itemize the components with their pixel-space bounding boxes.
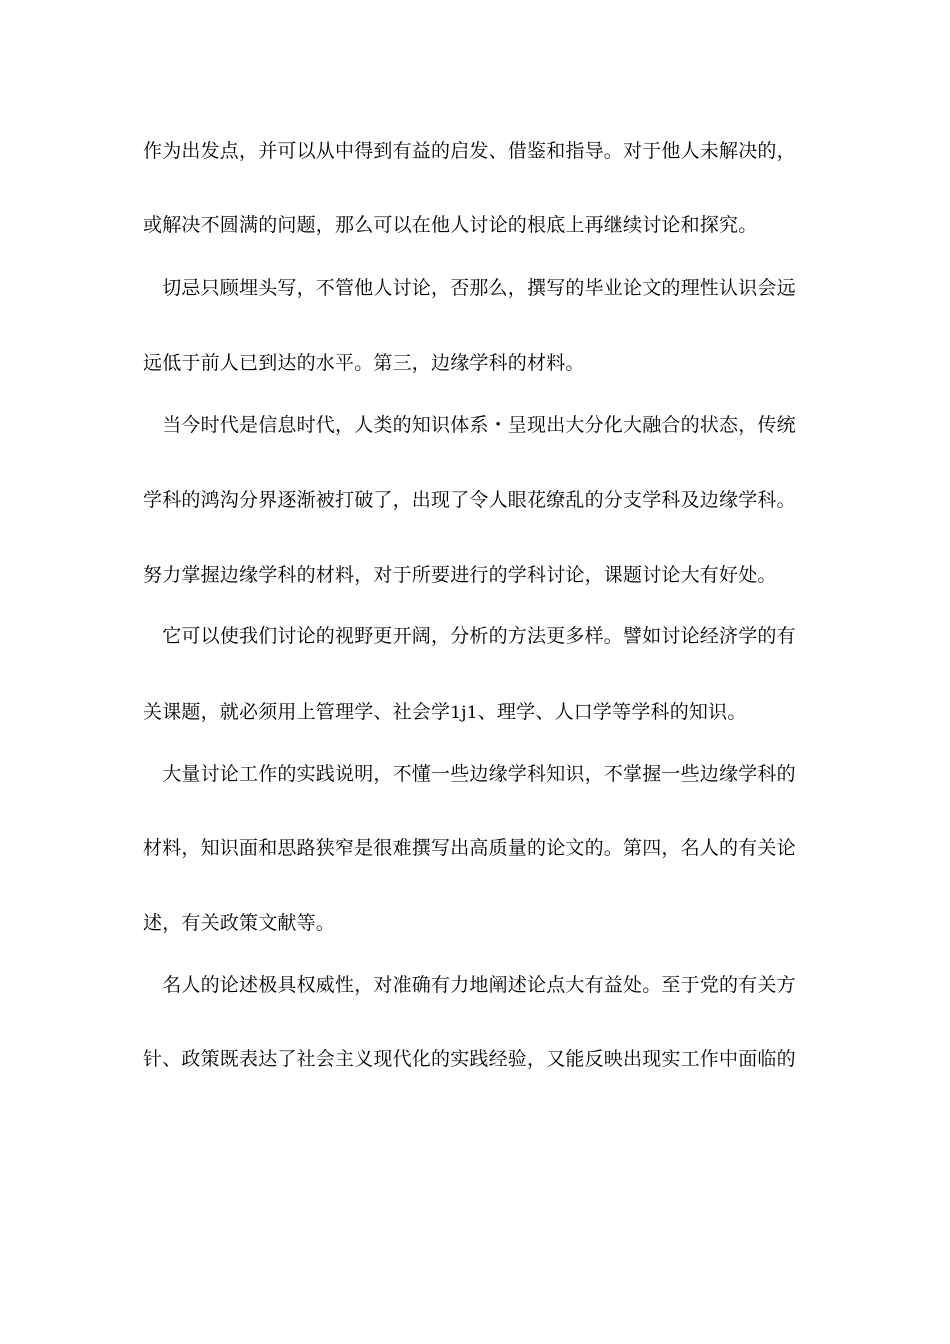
text-line-7: 努力掌握边缘学科的材料，对于所要进行的学科讨论，课题讨论大有好处。 <box>143 564 777 586</box>
text-line-9 <box>143 700 747 725</box>
text-line-13: 名人的论述极具权威性，对准确有力地阐述论点大有益处。至于党的有关方 <box>143 974 796 996</box>
text-line-6: 学科的鸿沟分界逐渐被打破了，出现了令人眼花缭乱的分支学科及边缘学科。 <box>143 489 796 511</box>
text-line-12: 述，有关政策文献等。 <box>143 912 336 934</box>
text-line-10: 大量讨论工作的实践说明，不懂一些边缘学科知识，不掌握一些边缘学科的 <box>143 763 796 785</box>
garbled-text: 1j1 <box>450 703 478 723</box>
text-line-2: 或解决不圆满的问题，那么可以在他人讨论的根底上再继续讨论和探究。 <box>143 214 758 236</box>
text-segment: 、理学、人口学等学科的知识。 <box>477 701 747 723</box>
text-line-8: 它可以使我们讨论的视野更开阔，分析的方法更多样。譬如讨论经济学的有 <box>143 625 796 647</box>
text-line-3: 切忌只顾埋头写，不管他人讨论，否那么，撰写的毕业论文的理性认识会远 <box>143 277 796 299</box>
text-line-14: 针、政策既表达了社会主义现代化的实践经验，又能反映出现实工作中面临的 <box>143 1048 796 1070</box>
text-segment: 关课题，就必须用上管理学、社会学 <box>143 701 451 723</box>
text-line-1: 作为出发点，并可以从中得到有益的启发、借鉴和指导。对于他人未解决的， <box>143 140 796 162</box>
text-line-5: 当今时代是信息时代，人类的知识体系・呈现出大分化大融合的状态，传统 <box>143 414 796 436</box>
text-line-4: 远低于前人已到达的水平。第三，边缘学科的材料。 <box>143 352 585 374</box>
text-line-11: 材料，知识面和思路狭窄是很难撰写出高质量的论文的。第四，名人的有关论 <box>143 837 796 859</box>
